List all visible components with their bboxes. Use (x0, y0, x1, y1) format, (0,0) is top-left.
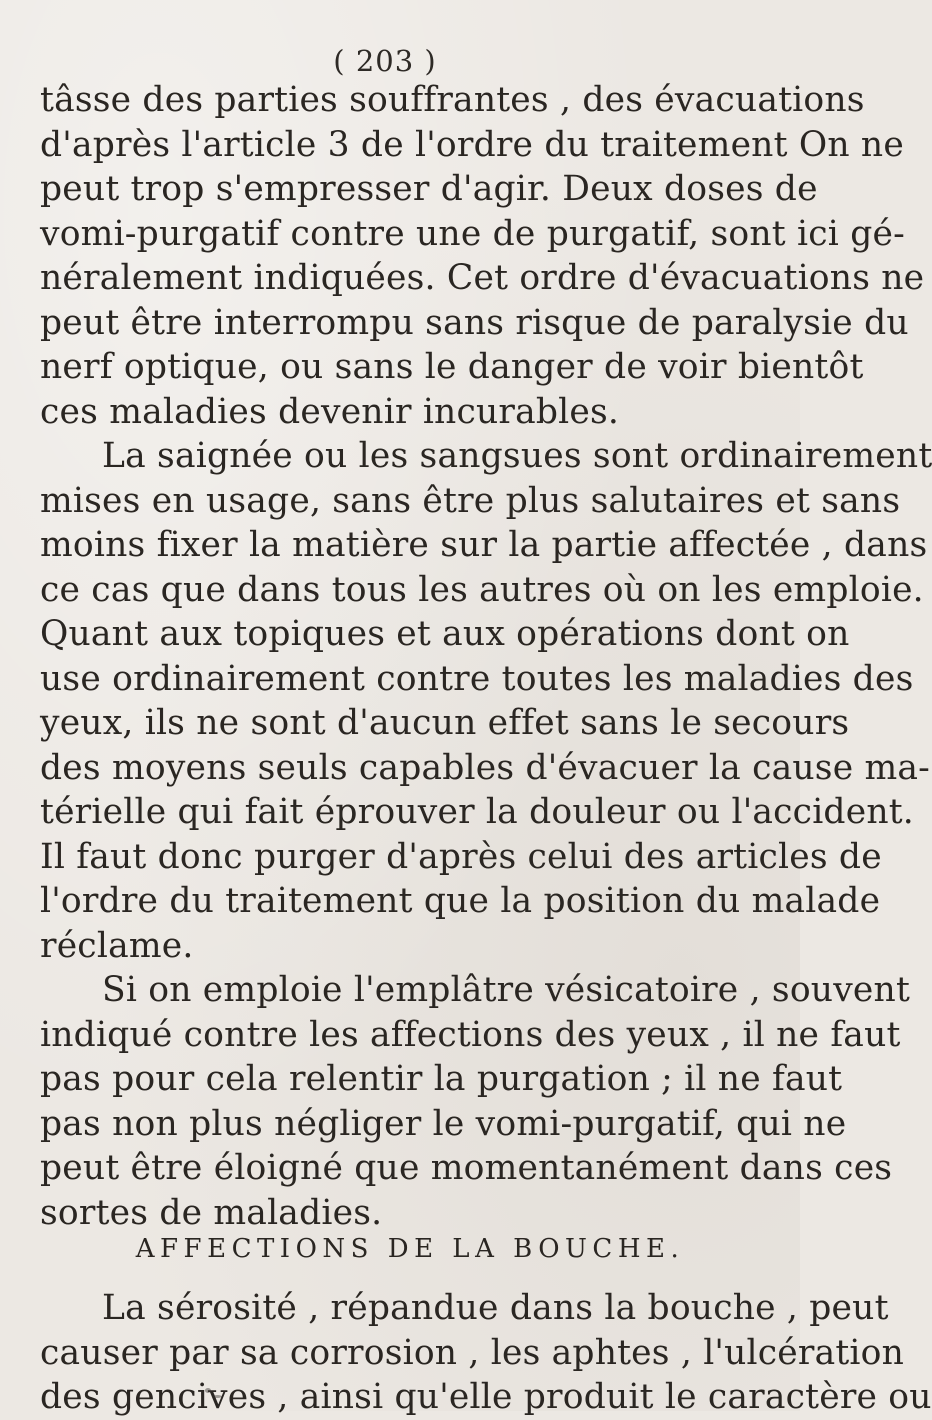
text-line: ces maladies devenir incurables. (40, 391, 620, 432)
text-line: moins fixer la matière sur la partie affectée , dans (40, 525, 928, 565)
text-line: nerf optique, ou sans le danger de voir bientôt (40, 347, 864, 387)
text-line: des gencives , ainsi qu'elle produit le caractère ou (40, 1377, 932, 1417)
text-line: d'après l'article 3 de l'ordre du traitement On ne (40, 124, 904, 165)
text-line: use ordinairement contre toutes les maladies des (40, 658, 914, 699)
paragraph-1 (40, 78, 925, 434)
text-line: tâsse des parties souffrantes , des évacuations (40, 80, 865, 120)
text-line: peut trop s'empresser d'agir. Deux doses de (40, 169, 818, 209)
text-line: indiqué contre les affections des yeux , il ne faut (40, 1014, 901, 1055)
text-line: pas non plus négliger le vomi-purgatif, qui ne (40, 1103, 847, 1144)
text-line: Il faut donc purger d'après celui des articles de (40, 836, 882, 877)
text-line: La saignée ou les sangsues sont ordinairement (102, 436, 932, 476)
section-paragraph (40, 1286, 932, 1420)
text-line: térielle qui fait éprouver la douleur ou l'accident. (40, 792, 914, 832)
text-line: des moyens seuls capables d'évacuer la cause ma- (40, 747, 931, 788)
paragraph-2 (40, 434, 932, 968)
ink-speck (213, 1395, 222, 1398)
ink-speck (205, 1388, 211, 1393)
text-line: Quant aux topiques et aux opérations dont on (40, 614, 850, 654)
paragraph-3 (40, 968, 911, 1235)
text-line: mises en usage, sans être plus salutaires et sans (40, 480, 901, 521)
text-line: sortes de maladies. (40, 1192, 383, 1233)
text-line: l'ordre du traitement que la position du malade (40, 881, 881, 921)
text-line: néralement indiquées. Cet ordre d'évacuations ne (40, 258, 925, 298)
text-line: peut être interrompu sans risque de paralysie du (40, 302, 909, 343)
text-line: causer par sa corrosion , les aphtes , l'ulcération (40, 1332, 905, 1373)
text-line: yeux, ils ne sont d'aucun effet sans le secours (40, 703, 850, 743)
text-line: ce cas que dans tous les autres où on les emploie. (40, 569, 924, 610)
section-heading: AFFECTIONS DE LA BOUCHE. (135, 1234, 685, 1264)
text-line: vomi-purgatif contre une de purgatif, sont ici gé- (40, 213, 905, 254)
text-line: Si on emploie l'emplâtre vésicatoire , souvent (102, 970, 911, 1010)
text-line: La sérosité , répandue dans la bouche , peut (102, 1288, 889, 1328)
text-line: pas pour cela relentir la purgation ; il ne faut (40, 1059, 843, 1099)
page-number: ( 203 ) (333, 44, 437, 78)
text-line: peut être éloigné que momentanément dans ces (40, 1148, 893, 1188)
text-line: réclame. (40, 925, 194, 966)
